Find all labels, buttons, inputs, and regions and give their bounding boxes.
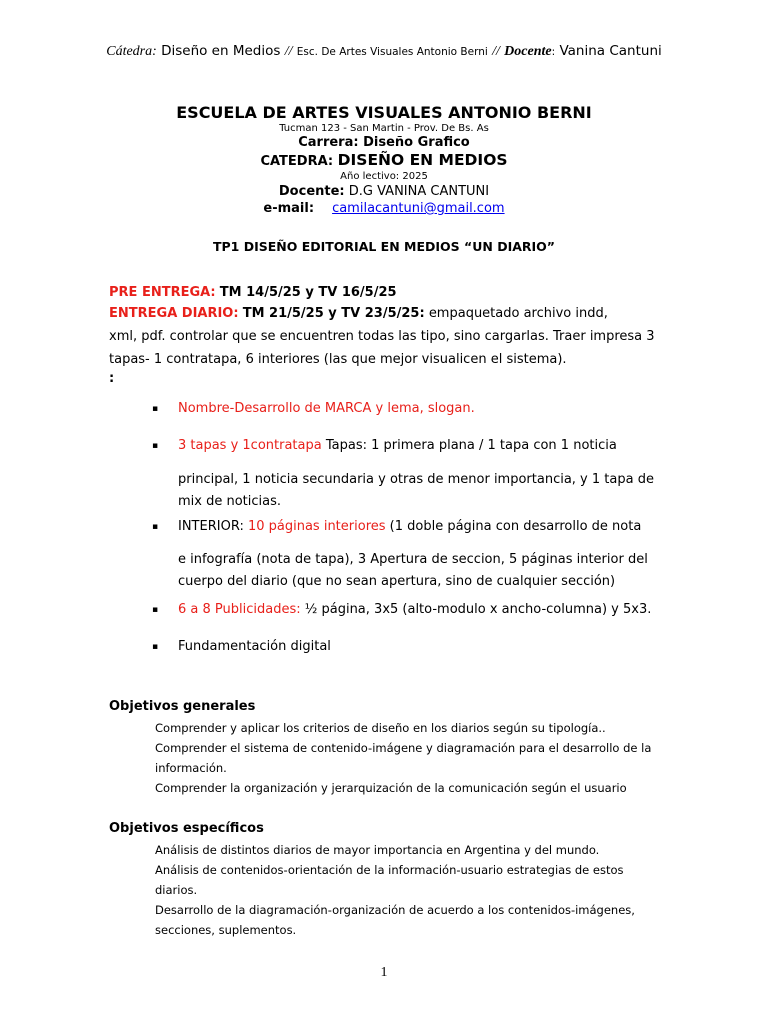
bullet-marker: ▪ bbox=[152, 522, 159, 532]
bullet-tapas-red: 3 tapas y 1contratapa bbox=[178, 438, 322, 453]
docente-value: D.G VANINA CANTUNI bbox=[348, 184, 490, 199]
bullet-interior-line-3: cuerpo del diario (que no sean apertura, sino de cualquier sección) bbox=[178, 574, 616, 589]
bullet-tapas-line-1 bbox=[178, 437, 658, 455]
bullet-item-publicidades bbox=[178, 601, 658, 619]
bullet-publicidades-red: 6 a 8 Publicidades: bbox=[178, 602, 301, 617]
bullet-tapas-continuation bbox=[178, 469, 658, 513]
bullet-interior-continuation bbox=[178, 549, 658, 593]
tp-title: TP1 DISEÑO EDITORIAL EN MEDIOS “UN DIARIO” bbox=[212, 239, 556, 254]
list-item: secciones, suplementos. bbox=[155, 923, 297, 937]
bullet-marker: ▪ bbox=[152, 605, 159, 615]
bullet-tapas-text: Tapas: 1 primera plana / 1 tapa con 1 noticia bbox=[321, 438, 617, 453]
header-docente-value: Vanina Cantuni bbox=[559, 43, 662, 59]
school-address: Tucman 123 - San Martin - Prov. De Bs. As bbox=[279, 123, 489, 134]
header-catedra-label: Cátedra: bbox=[106, 44, 157, 59]
catedra-line bbox=[0, 151, 768, 171]
list-item: diarios. bbox=[155, 883, 198, 897]
running-header bbox=[0, 43, 768, 60]
email-label: e-mail: bbox=[263, 201, 315, 216]
pre-entrega-line bbox=[109, 281, 669, 304]
list-item: Desarrollo de la diagramación-organización de acuerdo a los contenidos-imágenes, bbox=[155, 903, 635, 917]
bullet-marker: ▪ bbox=[152, 404, 159, 414]
bullet-item-marca bbox=[178, 400, 658, 418]
header-separator: // bbox=[284, 44, 293, 59]
bullet-fundamentacion-text: Fundamentación digital bbox=[178, 639, 331, 654]
bullet-marca-text: Nombre-Desarrollo de MARCA y lema, slogan. bbox=[178, 401, 475, 416]
colon-line: : bbox=[109, 371, 115, 386]
header-school: Esc. De Artes Visuales Antonio Berni bbox=[296, 46, 488, 58]
list-item: información. bbox=[155, 761, 227, 775]
bullet-publicidades-text: ½ página, 3x5 (alto-modulo x ancho-columna) y 5x3. bbox=[300, 602, 652, 617]
career: Carrera: Diseño Grafico bbox=[298, 135, 470, 150]
docente-label: Docente: bbox=[278, 184, 345, 199]
header-separator: // bbox=[492, 44, 500, 59]
bullet-marker: ▪ bbox=[152, 441, 159, 451]
page-number: 1 bbox=[380, 965, 388, 980]
bullet-tapas-line-3: mix de noticias. bbox=[178, 494, 282, 509]
pre-entrega-label: PRE ENTREGA: bbox=[109, 285, 216, 300]
header-docente-colon: : bbox=[551, 46, 556, 58]
title-block bbox=[0, 103, 768, 217]
list-item: Análisis de distintos diarios de mayor importancia en Argentina y del mundo. bbox=[155, 843, 600, 857]
list-item: Análisis de contenidos-orientación de la información-usuario estrategias de estos bbox=[155, 863, 624, 877]
list-item: Comprender y aplicar los criterios de diseño en los diarios según su tipología.. bbox=[155, 721, 606, 735]
bullet-interior-line-2: e infografía (nota de tapa), 3 Apertura de seccion, 5 páginas interior del bbox=[178, 552, 648, 567]
bullet-interior-prefix: INTERIOR: bbox=[178, 519, 248, 534]
catedra-label: CATEDRA: bbox=[260, 154, 334, 169]
entrega-line-2: xml, pdf. controlar que se encuentren todas las tipo, sino cargarlas. Traer impresa 3 bbox=[109, 329, 655, 344]
objetivos-generales-heading: Objetivos generales bbox=[109, 699, 256, 714]
objetivos-especificos-list bbox=[155, 840, 665, 940]
bullet-marker: ▪ bbox=[152, 642, 159, 652]
school-year: Año lectivo: 2025 bbox=[340, 171, 428, 182]
bullet-item-tapas bbox=[178, 437, 658, 455]
bullet-interior-text: (1 doble página con desarrollo de nota bbox=[385, 519, 642, 534]
list-item: Comprender el sistema de contenido-imágene y diagramación para el desarrollo de la bbox=[155, 741, 652, 755]
bullet-interior-line-1 bbox=[178, 518, 658, 536]
school-name: ESCUELA DE ARTES VISUALES ANTONIO BERNI bbox=[176, 103, 592, 122]
bullet-tapas-line-2: principal, 1 noticia secundaria y otras de menor importancia, y 1 tapa de bbox=[178, 472, 654, 487]
entrega-dates: TM 21/5/25 y TV 23/5/25: bbox=[242, 306, 425, 321]
objetivos-generales-list bbox=[155, 718, 665, 798]
catedra-value: DISEÑO EN MEDIOS bbox=[337, 151, 508, 169]
list-item: Comprender la organización y jerarquización de la comunicación según el usuario bbox=[155, 781, 627, 795]
entrega-line-3: tapas- 1 contratapa, 6 interiores (las que mejor visualicen el sistema). bbox=[109, 352, 567, 367]
bullet-item-interior bbox=[178, 518, 658, 536]
header-docente-label: Docente bbox=[504, 44, 552, 59]
entrega-paragraph bbox=[109, 302, 669, 371]
email-link[interactable]: camilacantuni@gmail.com bbox=[332, 201, 505, 216]
email-line bbox=[0, 200, 768, 217]
objetivos-especificos-heading: Objetivos específicos bbox=[109, 821, 264, 836]
pre-entrega-dates: TM 14/5/25 y TV 16/5/25 bbox=[219, 285, 397, 300]
entrega-label: ENTREGA DIARIO: bbox=[109, 306, 239, 321]
docente-line bbox=[0, 183, 768, 200]
entrega-line-1 bbox=[109, 302, 669, 325]
entrega-text: empaquetado archivo indd, bbox=[428, 306, 608, 321]
bullet-item-fundamentacion bbox=[178, 638, 658, 656]
bullet-interior-red: 10 páginas interiores bbox=[247, 519, 386, 534]
header-catedra-value: Diseño en Medios bbox=[161, 43, 281, 59]
